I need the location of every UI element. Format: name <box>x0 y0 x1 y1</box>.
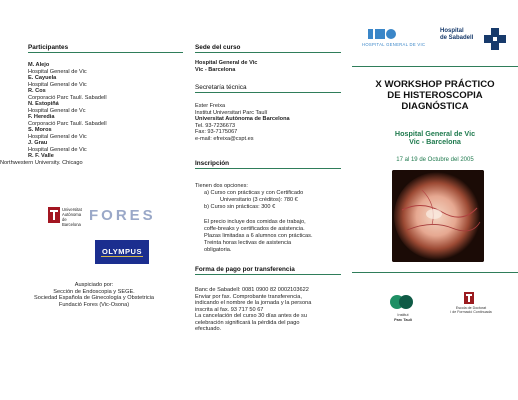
secretaria-block <box>195 103 290 142</box>
cover-date: 17 al 19 de Octubre del 2005 <box>396 157 474 163</box>
sponsor-line: Fundació Fores (Vic-Osona) <box>58 301 130 308</box>
pago-title: Forma de pago por transferencia <box>195 266 341 275</box>
participant-name: J. Grau <box>28 140 48 146</box>
escola-line2: i de Formació Continuada <box>450 310 492 315</box>
uab-logo <box>48 205 84 227</box>
hgv-mark-icon <box>368 28 398 40</box>
title-line3: DIAGNÓSTICA <box>401 100 469 112</box>
parc-tauli-line1: Institut <box>397 313 409 317</box>
participant-name: F. Heredia <box>28 114 55 120</box>
sponsors-block <box>20 282 168 308</box>
inscripcion-p5: obligatoria. <box>204 247 232 253</box>
inscripcion-title: Inscripción <box>195 160 341 169</box>
olympus-text: OLYMPUS <box>102 247 142 256</box>
cover-bottom-rule <box>352 272 518 273</box>
participant-org: Hospital General de Vic <box>28 81 87 88</box>
escola-emblem-icon <box>464 292 474 304</box>
hysteroscopy-image <box>392 170 484 262</box>
escola-line1: Escola de Doctorat <box>455 306 487 310</box>
inscripcion-p4: Treinta horas lectivas de asistencia <box>204 240 292 246</box>
secretaria-line: Ester Freixa <box>195 103 226 109</box>
inscripcion-p3: Plazas limitadas a 6 alumnos con prácticas. <box>204 233 313 239</box>
sede-line1: Hospital General de Vic <box>195 60 258 66</box>
title-line1: X WORKSHOP PRÁCTICO <box>375 79 495 90</box>
uab-shield-icon <box>48 207 60 223</box>
sponsors-heading: Auspiciado por: <box>74 282 114 288</box>
hs-line1: Hospital <box>440 28 464 34</box>
title-line2: DE HISTEROSCOPIA <box>387 89 483 101</box>
workshop-title <box>355 80 515 112</box>
participant-org: Corporació Parc Taulí. Sabadell <box>28 120 107 127</box>
participant-name: E. Cayuela <box>28 75 57 81</box>
participant-name: R. F. Valle <box>28 153 54 159</box>
cover-top-rule <box>352 66 518 67</box>
pago-line: celebración significará la pérdida del pago <box>195 319 300 326</box>
participants-list <box>0 62 183 166</box>
sponsor-line: Sección de Endoscopia y SEGE. <box>53 288 135 295</box>
participant-org: Hospital General de Vic <box>28 133 87 140</box>
hs-line2: de Sabadell <box>440 35 474 41</box>
pago-line: indicando el nombre de la jornada y la persona <box>195 300 312 306</box>
sede-title: Sede del curso <box>195 44 341 53</box>
secretaria-line: Fax: 93-7175067 <box>195 129 238 135</box>
sede-line2: Vic - Barcelona <box>195 67 236 73</box>
participant-name: N. Estopiñá <box>28 101 59 107</box>
secretaria-line: Universitat Autònoma de Barcelona <box>195 116 290 122</box>
secretaria-line: e-mail: efreixa@cspt.es <box>195 135 254 142</box>
hosp-line1: Hospital General de Vic <box>394 129 476 138</box>
inscripcion-p1: El precio incluye dos comidas de trabajo, <box>204 219 306 225</box>
participant-org: Northwestern University. Chicago <box>0 159 83 166</box>
pago-line: inscrita al fax. 93 717 50 67 <box>195 306 264 313</box>
pago-line: La cancelación del curso 30 días antes de su <box>195 313 307 319</box>
inscripcion-option-b: b) Curso sin prácticas: 300 € <box>204 204 276 210</box>
fores-text: FORES <box>89 207 156 224</box>
secretaria-title: Secretaría técnica <box>195 84 341 93</box>
hgv-logo-text: HOSPITAL GENERAL DE VIC <box>362 42 426 47</box>
participants-title: Participantes <box>28 44 183 53</box>
uab-line1: Universitat <box>62 207 82 212</box>
participant-org: Hospital General de Vic <box>28 146 87 153</box>
pago-line: Enviar por fax. Comprobante transferencia, <box>195 293 302 300</box>
secretaria-line: Tel. 93-7236673 <box>195 122 236 129</box>
parc-tauli-logo <box>383 292 423 326</box>
cover-hospital <box>360 130 510 146</box>
parc-tauli-line2: Parc Taulí <box>394 317 412 322</box>
pago-line: Banc de Sabadell: 0081 0900 82 0002103622 <box>195 287 309 293</box>
sponsor-line: Sociedad Española de Ginecología y Obstetricia <box>33 295 155 301</box>
participant-name: R. Cos <box>28 88 46 94</box>
sabadell-cross-icon <box>484 28 506 50</box>
hgv-logo <box>362 28 432 50</box>
pago-block <box>195 287 311 333</box>
pago-line: efectuado. <box>195 326 222 332</box>
participant-name: M. Alejo <box>28 62 50 68</box>
inscripcion-option-a1: a) Curso con prácticas y con Certificado <box>204 190 304 196</box>
inscripcion-option-a2: Universitario (3 créditos): 780 € <box>220 197 298 203</box>
parc-tauli-mark-icon <box>389 292 415 312</box>
fores-logo <box>89 208 163 224</box>
participant-name: S. Moros <box>28 127 52 133</box>
hospital-sabadell-logo <box>440 28 510 52</box>
uab-line3: de Barcelona <box>62 217 81 227</box>
participant-org: Hospital General de Vc <box>28 107 86 114</box>
participant-org: Corporació Parc Taulí. Sabadell <box>28 94 107 101</box>
olympus-logo <box>95 240 149 264</box>
escola-doctorat-logo <box>446 292 496 326</box>
hosp-line2: Vic - Barcelona <box>409 137 461 147</box>
secretaria-line: Institut Universitari Parc Taulí <box>195 109 268 116</box>
participant-org: Hospital General de Vic <box>28 68 87 75</box>
inscripcion-intro: Tienen dos opciones: <box>195 183 248 189</box>
inscripcion-p2: coffe-breaks y certificados de asistencia. <box>204 226 305 232</box>
uab-line2: Autònoma <box>62 212 82 217</box>
